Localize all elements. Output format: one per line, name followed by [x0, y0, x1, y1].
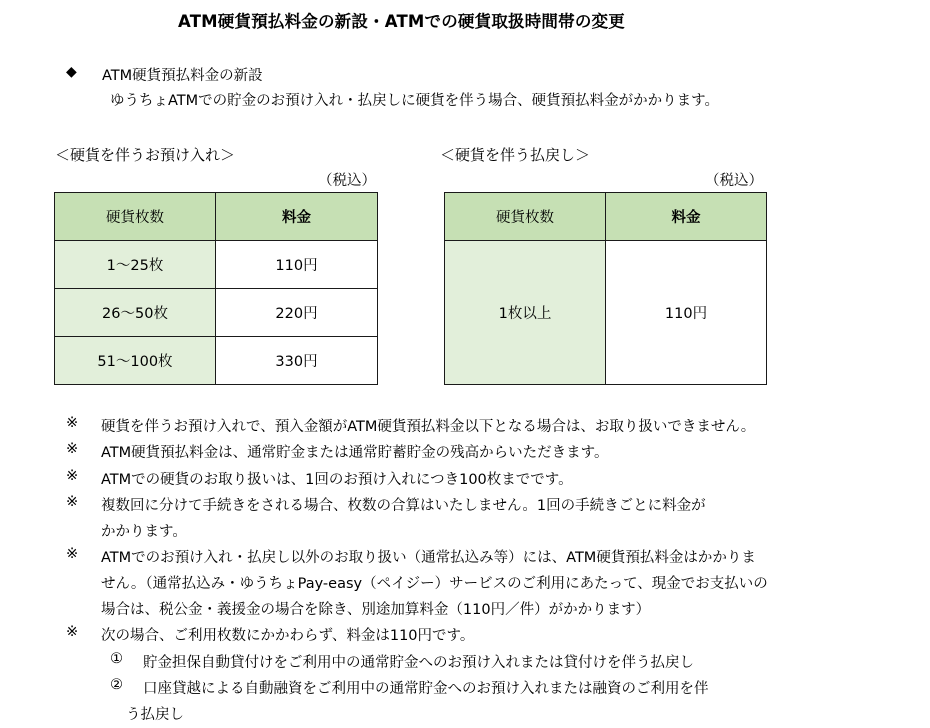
coin-count-cell: 1枚以上 [445, 241, 606, 385]
table-header-row [445, 193, 767, 241]
diamond-bullet-icon: ◆ [66, 64, 77, 80]
note-text: ATMでのお預け入れ・払戻し以外のお取り扱い（通常払込み等）には、ATM硬貨預払料金はかかりま [101, 550, 756, 566]
note-mark: ※ [66, 441, 79, 457]
deposit-tax-note: （税込） [318, 173, 376, 189]
note-text: ATM硬貨預払料金は、通常貯金または通常貯蓄貯金の残高からいただきます。 [101, 445, 609, 461]
sub-item-text: 貯金担保自動貸付けをご利用中の通常貯金へのお預け入れまたは貸付けを伴う払戻し [143, 655, 694, 671]
note-mark: ※ [66, 546, 79, 562]
note-mark: ※ [66, 415, 79, 431]
note-text-continued: せん。（通常払込み・ゆうちょPay-easy（ペイジー）サービスのご利用にあたって、現金でお支払いの [101, 576, 768, 592]
note-text: 次の場合、ご利用枚数にかかわらず、料金は110円です。 [101, 628, 475, 644]
section-heading: ATM硬貨預払料金の新設 [102, 68, 263, 84]
table-row [445, 241, 767, 385]
fee-cell: 330円 [216, 337, 378, 385]
withdrawal-table-title: ＜硬貨を伴う払戻し＞ [440, 146, 591, 164]
note-text-continued: かかります。 [101, 524, 187, 540]
coin-count-cell: 1～25枚 [55, 241, 216, 289]
header-fee: 料金 [606, 193, 767, 241]
sub-item-number: ② [110, 677, 123, 693]
note-text-continued: 場合は、税公金・義援金の場合を除き、別途加算料金（110円／件）がかかります） [101, 602, 651, 618]
table-row [55, 289, 378, 337]
header-fee: 料金 [216, 193, 378, 241]
coin-count-cell: 26～50枚 [55, 289, 216, 337]
table-row [55, 241, 378, 289]
sub-item-number: ① [110, 651, 123, 667]
coin-count-cell: 51～100枚 [55, 337, 216, 385]
header-coin-count: 硬貨枚数 [445, 193, 606, 241]
table-header-row [55, 193, 378, 241]
note-mark: ※ [66, 468, 79, 484]
note-mark: ※ [66, 624, 79, 640]
header-coin-count: 硬貨枚数 [55, 193, 216, 241]
fee-cell: 220円 [216, 289, 378, 337]
note-text: ATMでの硬貨のお取り扱いは、1回のお預け入れにつき100枚までです。 [101, 472, 573, 488]
deposit-table-title: ＜硬貨を伴うお預け入れ＞ [55, 146, 236, 164]
page-title: ATM硬貨預払料金の新設・ATMでの硬貨取扱時間帯の変更 [178, 12, 625, 31]
sub-item-text-continued: う払戻し [126, 707, 184, 723]
table-row [55, 337, 378, 385]
fee-cell: 110円 [606, 241, 767, 385]
withdrawal-fee-table [444, 192, 767, 385]
fee-cell: 110円 [216, 241, 378, 289]
deposit-fee-table [54, 192, 378, 385]
note-text: 硬貨を伴うお預け入れで、預入金額がATM硬貨預払料金以下となる場合は、お取り扱いできません。 [101, 419, 756, 435]
withdrawal-tax-note: （税込） [705, 173, 763, 189]
section-description: ゆうちょATMでの貯金のお預け入れ・払戻しに硬貨を伴う場合、硬貨預払料金がかかります。 [110, 93, 719, 109]
note-text: 複数回に分けて手続きをされる場合、枚数の合算はいたしません。1回の手続きごとに料金が [101, 498, 706, 514]
sub-item-text: 口座貸越による自動融資をご利用中の通常貯金へのお預け入れまたは融資のご利用を伴 [143, 681, 709, 697]
note-mark: ※ [66, 494, 79, 510]
